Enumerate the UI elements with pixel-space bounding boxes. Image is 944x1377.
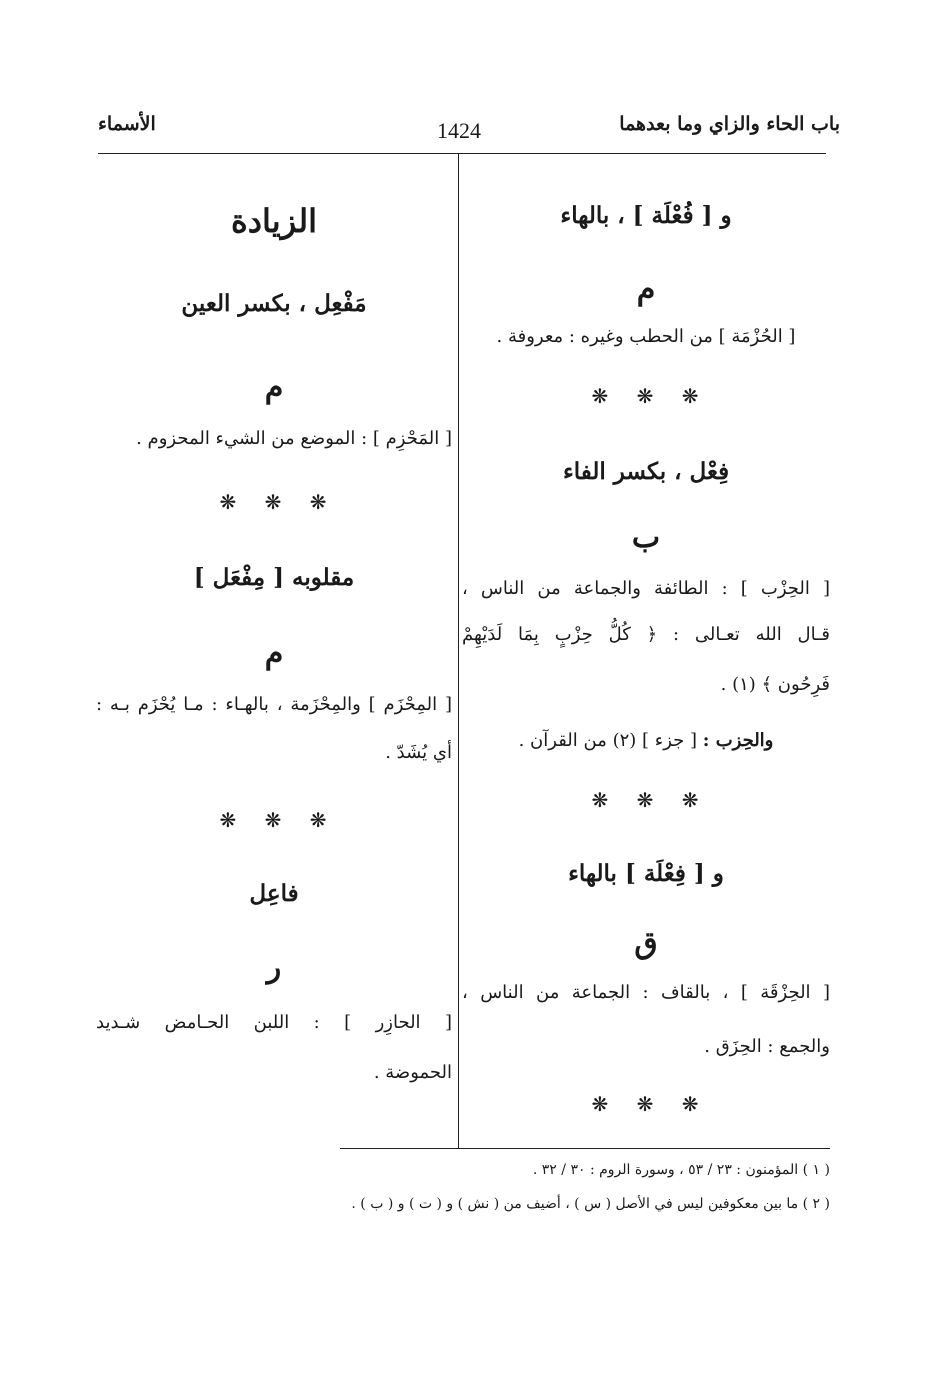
separator-stars: ❋ ❋ ❋ <box>591 788 701 812</box>
footnote: ( ١ ) المؤمنون : ٢٣ / ٥٣ ، وسورة الروم : ٣٠ / ٣٢ . <box>532 1162 830 1178</box>
header-rule <box>98 153 826 154</box>
footnote-rule <box>340 1148 830 1149</box>
entry-text: أي يُشَدّ . <box>385 742 452 763</box>
root-letter: م <box>264 636 284 671</box>
entry-text <box>462 730 830 751</box>
section-heading: و [ فُعْلَة ] ، بالهاء <box>560 202 732 229</box>
page-number: 1424 <box>437 118 481 143</box>
root-letter: ر <box>266 950 282 985</box>
separator-stars: ❋ ❋ ❋ <box>591 384 701 408</box>
root-letter: م <box>636 272 656 307</box>
entry-text: [ الحُزْمَة ] من الحطب وغيره : معروفة . <box>496 326 796 347</box>
entry-text: [ الحازِر ] : اللبن الحـامض شـديد <box>96 1012 452 1033</box>
entry-text: [ الحِزْب ] : الطائفة والجماعة من الناس ، <box>462 578 830 599</box>
section-title: الأسماء <box>98 113 156 135</box>
root-letter: م <box>264 370 284 405</box>
entry-definition: [ جزء ] (٢) من القرآن . <box>518 730 698 751</box>
separator-stars: ❋ ❋ ❋ <box>591 1092 701 1116</box>
section-heading: فاعِل <box>249 880 299 907</box>
section-heading: فِعْل ، بكسر الفاء <box>562 458 730 485</box>
section-heading: مقلوبه [ مِفْعَل ] <box>193 564 355 591</box>
column-divider <box>458 153 459 1148</box>
entry-text: الحموضة . <box>373 1062 452 1083</box>
chapter-title: باب الحاء والزاي وما بعدهما <box>619 113 840 135</box>
entry-headword: والحِزب : <box>702 730 774 751</box>
section-heading: مَفْعِل ، بكسر العين <box>181 290 367 317</box>
footnote: ( ٢ ) ما بين معكوفين ليس في الأصل ( س ) ، أضيف من ( نش ) و ( ت ) و ( ب ) . <box>351 1196 830 1212</box>
part-title: الزيادة <box>231 202 317 240</box>
root-letter: ق <box>634 926 658 961</box>
section-heading: و [ فِعْلَة ] بالهاء <box>568 860 724 887</box>
separator-stars: ❋ ❋ ❋ <box>219 490 329 514</box>
entry-text: [ المِحْزَم ] والمِحْزَمة ، بالهـاء : مـا يُحْزَم بـه : <box>96 694 452 715</box>
entry-text: [ الحِزْقَة ] ، بالقاف : الجماعة من الناس ، <box>462 982 830 1003</box>
entry-text: والجمع : الحِزَق . <box>704 1036 830 1057</box>
entry-text: [ المَحْزِم ] : الموضع من الشيء المحزوم . <box>136 428 452 449</box>
separator-stars: ❋ ❋ ❋ <box>219 808 329 832</box>
root-letter: ب <box>631 520 661 555</box>
entry-text: فَرِحُون ﴾ (١) . <box>720 674 830 695</box>
entry-text: قـال الله تعـالى : ﴿ كُلُّ حِزْبٍ بِمَا لَدَيْهِمْ <box>462 624 830 645</box>
